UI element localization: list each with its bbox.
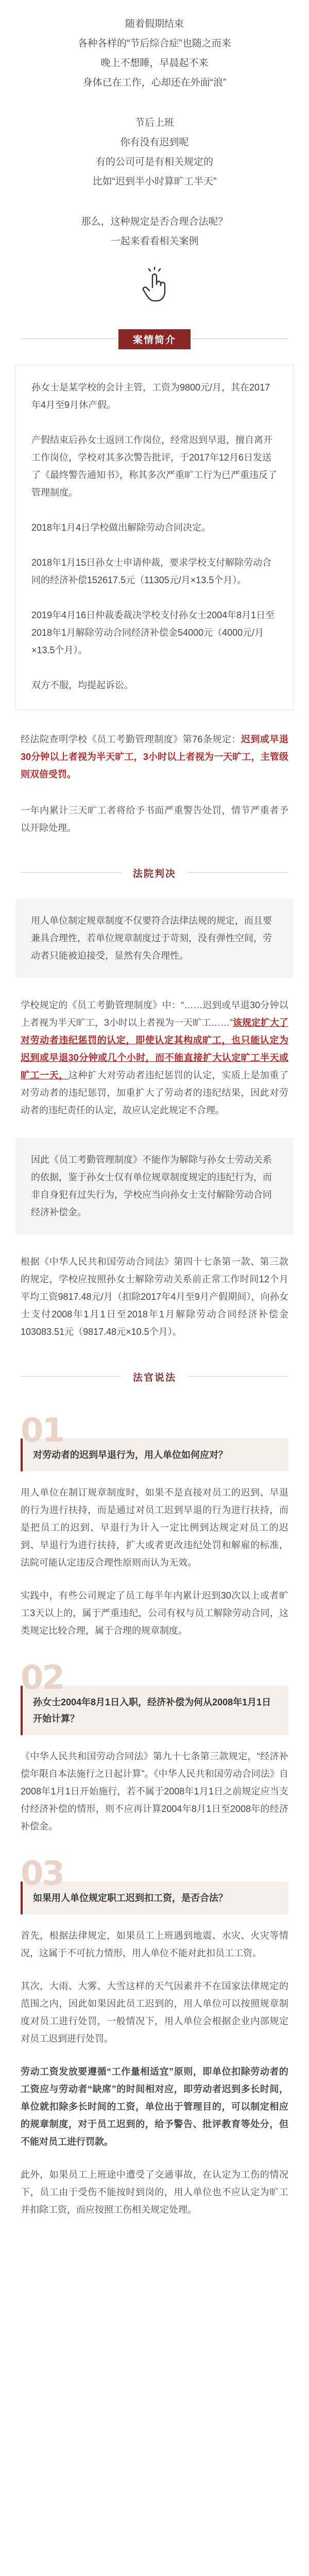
intro-line: 那么，这种规定是否合理合法呢？ [81,216,228,227]
court-paragraph-4: 根据《中华人民共和国劳动合同法》第四十七条第一款、第三款的规定，学校应按照孙女士解除劳动关系前正常工作时间12个月平均工资9817.48元/月（扣除2017年4月至9月产假期间），向孙女士支付2008年1月1日至2018年1月解除劳动合同经济补偿金103083.51元（9817.48元×10.5个月）。 [21,1257,288,1337]
intro-block-3 [0,212,309,251]
case-paragraph: 孙女士是某学校的会计主管，工资为9800元/月，其在2017年4月至9月休产假。 [31,382,270,410]
court-paragraph: 用人单位制定规章制度不仅要符合法律法规的规定，而且要兼具合理性，若单位规章制度过于苛刻，没有弹性空间，劳动者只能被迫接受，显然有失合理性。 [31,916,272,961]
qa-number [21,1660,288,1696]
qa-answer: 其次，大雨、大雾、大雪这样的天气因素并不在国家法律规定的范围之内，因此如果因此员工迟到的，用人单位可以按照规章制度对员工进行处罚，一般情况下，用人单位会根据企业内部规定对员工迟到进行处罚。 [21,1981,288,2044]
qa-answer: 首先，根据法律规定，如果员工上班遇到地震、水灾、火灾等情况，这属于不可抗力情形，用人单位不能对此扣员工工资。 [21,1930,288,1958]
court-box [15,899,294,978]
intro-line: 节后上班 [134,117,174,128]
court-section-title: 法院判决 [132,869,177,879]
qa-answer: 用人单位在制订规章制度时，如果不是直接对员工的迟到、早退的行为进行扶持，而是通过对员工迟到早退的行为进行扶持，而是把员工的迟到、早退行为计入一定比例到达规定对员工的迟到、早退行为进行扶持，扩大或者更改违纪处罚和解雇的标准，法院可能认定违反合理性原则而认为无效。 [21,1487,288,1568]
court-paragraph: 因此《员工考勤管理制度》不能作为解除与孙女士劳动关系的依据，鉴于孙女士仅有单位规章制度规定的违纪行为，而非自身犯有过失行为，学校应当向孙女士支付解除劳动合同经济补偿金。 [31,1155,272,1217]
qa-question: 如果用人单位规定职工迟到扣工资，是否合法？ [21,1882,288,1914]
rule-paragraph-2: 一年内累计三天旷工者将给予书面严重警告处罚，情节严重者予以开除处理。 [21,805,288,833]
court-highlight: 该规定扩大了对劳动者违纪惩罚的认定，即使认定其构成旷工，也只能认定为迟到或早退30分钟或几个小时，而不能直接扩大认定旷工半天或旷工一天， [21,1018,289,1080]
qa-answer: 此外，如果员工上班途中遭受了交通事故，在认定为工伤的情况下，员工由于受伤不能按时到岗的，用人单位也不应认定为旷工并扣除工资，而应按照工伤相关规定处理。 [21,2170,288,2215]
qa-number [21,1856,288,1892]
rule-highlight: 迟到或早退30分钟以上者视为半天旷工，3小时以上者视为一天旷工，主管级则双倍受罚。 [21,734,288,779]
qa-question: 对劳动者的迟到早退行为，用人单位如何应对？ [21,1438,288,1471]
court-paragraph-2 [21,996,288,1119]
case-paragraph: 双方不服，均提起诉讼。 [31,680,133,690]
court-box-2 [15,1138,294,1234]
court-section-header [21,857,288,888]
court-quote: 学校规定的《员工考勤管理制度》中：“……迟到或早退30分钟以上者视为半天旷工，3小时以上者视为一天旷工……” [21,1000,288,1028]
qa-answer: 《中华人民共和国劳动合同法》第九十七条第三款规定，“经济补偿年限自本法施行之日起计算”。《中华人民共和国劳动合同法》自2008年1月1日开始施行，若不属于2008年1月1日之前规定应当支付经济补偿的情形，则不应再计算2004年8月1日至2008年的经济补偿金。 [21,1751,288,1832]
case-section-header [21,324,288,354]
case-paragraph: 2018年1月15日孙女士申请仲裁，要求学校支付解除劳动合同的经济补偿152617.5元（11305元/月×13.5个月）。 [31,557,272,585]
intro-line: 你有没有迟到呢 [120,137,189,148]
case-paragraph: 2018年1月4日学校做出解除劳动合同决定。 [31,522,211,533]
case-paragraph: 产假结束后孙女士返回工作岗位，经常迟到早退，擅自离开工作岗位，学校对其多次警告批评，于2017年12月6日发送了《最终警告通知书》，称其多次严重旷工行为已严重违反了管理制度。 [31,435,277,498]
intro-line: 随着假期结束 [125,19,184,29]
judge-section-title: 法官说法 [132,1372,177,1383]
qa-number-text: 03 [21,1855,64,1893]
case-section-title: 案情简介 [118,329,191,349]
case-paragraph: 2019年4月16日仲裁委裁决学校支付孙女士2004年8月1日至2018年1月解除劳动合同经济补偿金54000元（4000元/月×13.5个月）。 [31,610,275,655]
intro-block-1 [0,0,309,93]
intro-line: 一起来看看相关案例 [110,236,199,247]
intro-line: 各种各样的“节后综合症”也随之而来 [78,38,231,49]
case-box [15,365,294,710]
court-conclusion: 这种扩大对劳动者违纪惩罚的认定，实质上是加重了对劳动者的违纪惩罚，加重扩大了劳动者的违纪结果，因此对劳动者的违纪责任的认定，故应认定此规定不合理。 [21,1070,289,1115]
pointer-hand-icon [139,267,170,303]
judge-section-header [21,1361,288,1392]
intro-line: 比如“迟到半小时算旷工半天” [92,176,217,187]
intro-line: 有的公司可是有相关规定的 [95,157,213,167]
qa-number-text: 01 [21,1412,64,1450]
qa-number-text: 02 [21,1659,64,1697]
intro-block-2 [0,113,309,192]
qa-answer: 劳动工资发放要遵循“工作量相适宜”原则，即单位扣除劳动者的工资应与劳动者“缺席”的时间相对应，即劳动者迟到多长时间，单位就扣除多长时间的工资，单位出于管理目的，可以制定相应的规章制度，对于员工迟到的，给予警告、批评教育等处分，但不能对员工进行罚款。 [21,2066,288,2147]
rule-intro: 经法院查明学校《员工考勤管理制度》第76条规定： [21,734,241,744]
qa-question: 孙女士2004年8月1日入职，经济补偿为何从2008年1月1日开始计算？ [21,1686,288,1735]
rule-paragraph [21,731,288,783]
qa-number [21,1413,288,1449]
intro-line: 晚上不想睡，早晨起不来 [100,58,209,69]
intro-line: 身体已在工作，心却还在外面“浪” [82,77,227,88]
qa-answer: 实践中，有些公司规定了员工每半年内累计迟到30次以上或者旷工3天以上的，属于严重违纪，公司有权与员工解除劳动合同，这类规定比较合理，属于合理的规章制度。 [21,1590,288,1636]
